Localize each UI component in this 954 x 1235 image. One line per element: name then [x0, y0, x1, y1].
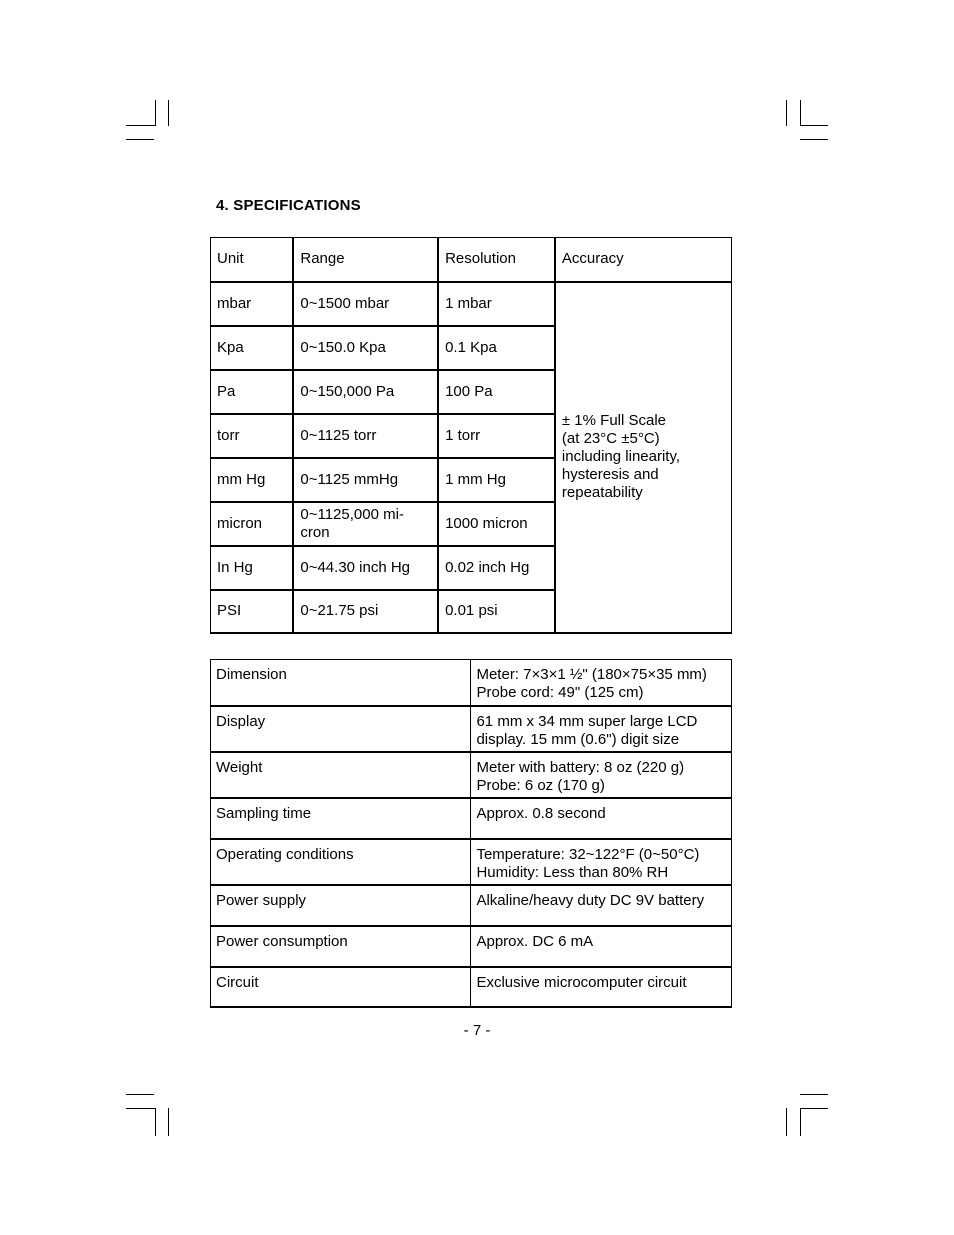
- range-cell: 0~1125 mmHg: [293, 458, 438, 502]
- resolution-cell: 1 mm Hg: [438, 458, 555, 502]
- column-header: Range: [293, 238, 438, 282]
- crop-mark: [155, 1108, 156, 1136]
- table-row: [211, 706, 732, 752]
- unit-cell: Pa: [211, 370, 294, 414]
- crop-mark: [168, 100, 169, 126]
- specifications-table: [210, 237, 732, 634]
- spec-value: Approx. 0.8 second: [471, 798, 732, 839]
- spec-label: Display: [211, 706, 471, 752]
- crop-mark: [800, 100, 801, 126]
- range-cell: 0~150.0 Kpa: [293, 326, 438, 370]
- spec-label: Power supply: [211, 885, 471, 926]
- crop-mark: [168, 1108, 169, 1136]
- spec-value: Temperature: 32~122°F (0~50°C) Humidity: Less than 80% RH: [471, 839, 732, 885]
- section-heading: 4. SPECIFICATIONS: [216, 197, 361, 214]
- resolution-cell: 1000 micron: [438, 502, 555, 546]
- table-row: [211, 885, 732, 926]
- unit-cell: micron: [211, 502, 294, 546]
- general-specifications-table: [210, 659, 732, 1008]
- resolution-cell: 1 torr: [438, 414, 555, 458]
- spec-value: Approx. DC 6 mA: [471, 926, 732, 967]
- resolution-cell: 100 Pa: [438, 370, 555, 414]
- table-header-row: [211, 238, 732, 282]
- page-number: - 7 -: [463, 1022, 491, 1039]
- crop-mark: [126, 1094, 154, 1095]
- crop-mark: [800, 1108, 828, 1109]
- spec-label: Power consumption: [211, 926, 471, 967]
- column-header: Unit: [211, 238, 294, 282]
- spec-label: Weight: [211, 752, 471, 798]
- spec-value: Meter with battery: 8 oz (220 g) Probe: 6 oz (170 g): [471, 752, 732, 798]
- crop-mark: [786, 1108, 787, 1136]
- crop-mark: [155, 100, 156, 126]
- unit-cell: torr: [211, 414, 294, 458]
- unit-cell: Kpa: [211, 326, 294, 370]
- resolution-cell: 1 mbar: [438, 282, 555, 326]
- range-cell: 0~44.30 inch Hg: [293, 546, 438, 590]
- table-row: [211, 752, 732, 798]
- unit-cell: mm Hg: [211, 458, 294, 502]
- range-cell: 0~1125 torr: [293, 414, 438, 458]
- crop-mark: [800, 125, 828, 126]
- crop-mark: [126, 125, 156, 126]
- unit-cell: mbar: [211, 282, 294, 326]
- resolution-cell: 0.02 inch Hg: [438, 546, 555, 590]
- crop-mark: [800, 139, 828, 140]
- crop-mark: [800, 1108, 801, 1136]
- table-row: [211, 926, 732, 967]
- range-cell: 0~1500 mbar: [293, 282, 438, 326]
- accuracy-cell: ± 1% Full Scale (at 23°C ±5°C) including linearity, hysteresis and repeatability: [555, 282, 732, 633]
- table-row: [211, 839, 732, 885]
- resolution-cell: 0.01 psi: [438, 590, 555, 633]
- column-header: Resolution: [438, 238, 555, 282]
- column-header: Accuracy: [555, 238, 732, 282]
- resolution-cell: 0.1 Kpa: [438, 326, 555, 370]
- table-row: [211, 967, 732, 1007]
- spec-label: Circuit: [211, 967, 471, 1007]
- table-row: [211, 798, 732, 839]
- spec-label: Operating conditions: [211, 839, 471, 885]
- crop-mark: [800, 1094, 828, 1095]
- table-row: [211, 660, 732, 706]
- crop-mark: [126, 1108, 156, 1109]
- crop-mark: [126, 139, 154, 140]
- unit-cell: PSI: [211, 590, 294, 633]
- spec-value: 61 mm x 34 mm super large LCD display. 15 mm (0.6") digit size: [471, 706, 732, 752]
- spec-value: Exclusive microcomputer circuit: [471, 967, 732, 1007]
- spec-value: Alkaline/heavy duty DC 9V battery: [471, 885, 732, 926]
- unit-cell: In Hg: [211, 546, 294, 590]
- range-cell: 0~150,000 Pa: [293, 370, 438, 414]
- spec-value: Meter: 7×3×1 ½" (180×75×35 mm) Probe cord: 49" (125 cm): [471, 660, 732, 706]
- spec-label: Sampling time: [211, 798, 471, 839]
- range-cell: 0~21.75 psi: [293, 590, 438, 633]
- spec-label: Dimension: [211, 660, 471, 706]
- range-cell: 0~1125,000 mi- cron: [293, 502, 438, 546]
- crop-mark: [786, 100, 787, 126]
- table-row: [211, 282, 732, 326]
